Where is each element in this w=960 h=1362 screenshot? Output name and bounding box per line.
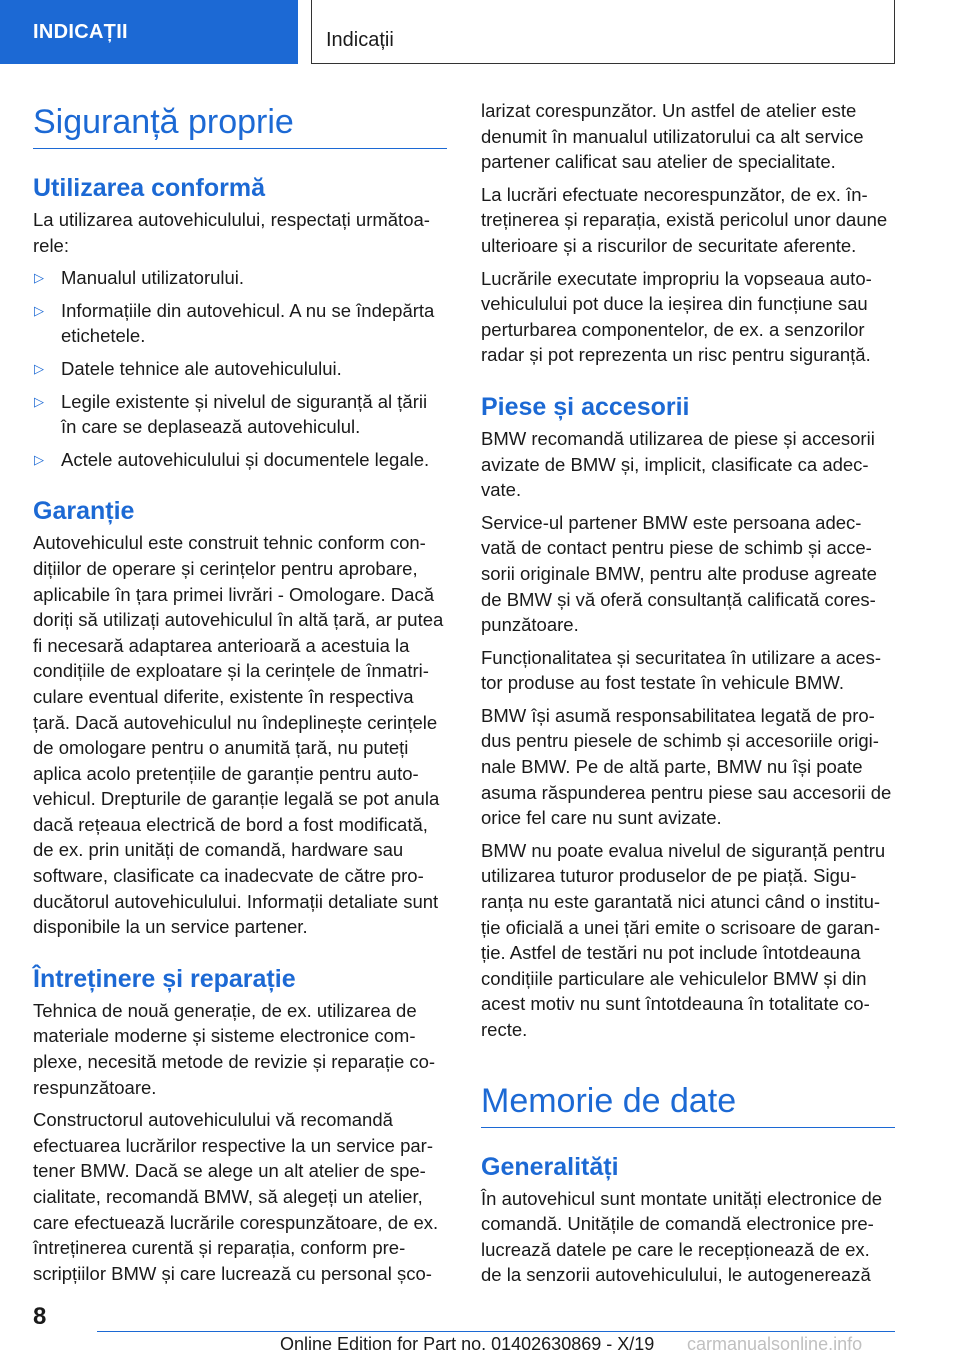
list-item: ▷ Actele autovehiculului și documentele legale. [33,447,447,473]
heading-divider [481,1127,895,1128]
triangle-bullet-icon: ▷ [34,393,44,409]
paragraph: La lucrări efectuate necorespunzător, de ex. în-treținerea și reparația, există pericolul unor daune ulterioare și a riscurilor de securitate aferente. [481,183,888,256]
paragraph: În autovehicul sunt montate unități electronice de comandă. Unitățile de comandă electronice pre-lucrează datele pe care le recepționează de ex. de la senzorii autovehiculului, le autogenerează [481,1187,883,1286]
list-item: ▷ Manualul utilizatorului. [33,265,447,291]
list-item: ▷ Datele tehnice ale autovehiculului. [33,356,447,382]
heading-divider [33,148,447,149]
paragraph: BMW își asumă responsabilitatea legată de pro-dus pentru piesele de schimb și accesoriile origi-nale BMW. Pe de altă parte, BMW nu își poate asuma răspunderea pentru piese sau accesorii de orice fel care nu sunt avizate. [481,704,892,829]
page-number: 8 [33,1303,47,1330]
heading-piese-accesorii: Piese și accesorii [481,392,690,421]
page-heading-memorie: Memorie de date [481,1081,737,1120]
paragraph: Constructorul autovehiculului vă recomandă efectuarea lucrărilor respective la un service par-tener BMW. Dacă se alege un alt atelier de spe-cialitate, recomandă BMW, să alegeți un atelier, care efectuează lucrările corespunzătoare, de ex. întreținerea curentă și reparația, conform pre-scripțiilor BMW și care lucrează cu personal șco- [33,1109,439,1284]
right-column [481,98,895,1295]
footer-divider [97,1331,895,1332]
triangle-bullet-icon: ▷ [34,270,44,286]
list-item: ▷ Legile existente și nivelul de siguranță al țării în care se deplasează autovehiculul. [34,390,428,438]
paragraph: Tehnica de nouă generație, de ex. utilizarea de materiale moderne și sisteme electronice com-plexe, necesită metode de revizie și reparație co-respunzătoare. [33,999,436,1098]
paragraph: BMW recomandă utilizarea de piese și accesorii avizate de BMW și, implicit, clasificate ca adec-vate. [481,427,875,501]
list-item: ▷ Informațiile din autovehicul. A nu se îndepărta etichetele. [34,299,435,347]
section-title: Indicații [326,29,394,51]
page-heading: Siguranță proprie [33,103,294,141]
paragraph: BMW nu poate evalua nivelul de siguranță pentru utilizarea tuturor produselor de pe piață. Sigu-ranța nu este garantată nici atunci când o institu-ție oficială a unei țări emite o scrisoare de garan-ție. Astfel de testări nu pot include întotdeauna condițiile particulare ale vehiculelor BMW și din acest motiv nu sunt întotdeauna în totalitate co-recte. [481,839,886,1040]
chapter-tab[interactable] [0,0,298,64]
left-column [33,98,447,1293]
chapter-tab-label: INDICAȚII [33,20,128,43]
heading-garantie: Garanție [33,497,135,526]
heading-intretinere-reparatie: Întreținere și reparație [33,964,296,993]
triangle-bullet-icon: ▷ [34,451,44,467]
paragraph: La utilizarea autovehiculului, respectați următoa-rele: [33,209,430,256]
watermark: carmanualsonline.info [687,1334,863,1354]
heading-generalitati: Generalități [481,1152,619,1181]
paragraph: Autovehiculul este construit tehnic conform con-dițiilor de operare și cerințelor pentru aprobare, aplicabile în țara primei livrări - Omologare. Dacă doriți să utilizați autovehiculul în altă țară, ar putea fi necesară adaptarea anterioară a acestuia la condițiile de exploatare și la cerințele de înmatri-culare eventual diferite, existente în respectiva țară. Dacă autovehiculul nu îndeplinește cerințele de omologare pentru o anumită țară, nu puteți aplica acolo pretențiile de garanție pentru auto-vehicul. Drepturile de garanție legală se pot anula dacă rețeaua electrică de bord a fost modificată, de ex. prin unități de comandă, hardware sau software, clasificate ca inadecvate de către pro-ducătorul autovehiculului. Informații detaliate sunt disponibile la un service partener. [33,532,444,938]
paragraph: Service-ul partener BMW este persoana adec-vată de contact pentru piese de schimb și acce-sorii originale BMW, pentru alte produse agreate de BMW și vă oferă consultanță calificată cores-punzătoare. [481,511,877,636]
triangle-bullet-icon: ▷ [34,302,44,318]
header-frame [311,0,895,64]
paragraph: Lucrările executate impropriu la vopseaua auto-vehiculului pot duce la ieșirea din funcțiune sau perturbarea componentelor, de ex. a senzorilor radar și pot reprezenta un risc pentru siguranță. [481,267,872,366]
edition-text: Online Edition for Part no. 01402630869 - X/19 [280,1334,655,1354]
paragraph: Funcționalitatea și securitatea în utilizare a aces-tor produse au fost testate în vehicule BMW. [481,646,882,694]
heading-utilizarea-conforma: Utilizarea conformă [33,174,266,202]
triangle-bullet-icon: ▷ [34,360,44,376]
paragraph: larizat corespunzător. Un astfel de atelier este denumit în manualul utilizatorului ca alt service partener calificat sau atelier de specialitate. [481,100,864,173]
bullet-list [33,265,447,472]
